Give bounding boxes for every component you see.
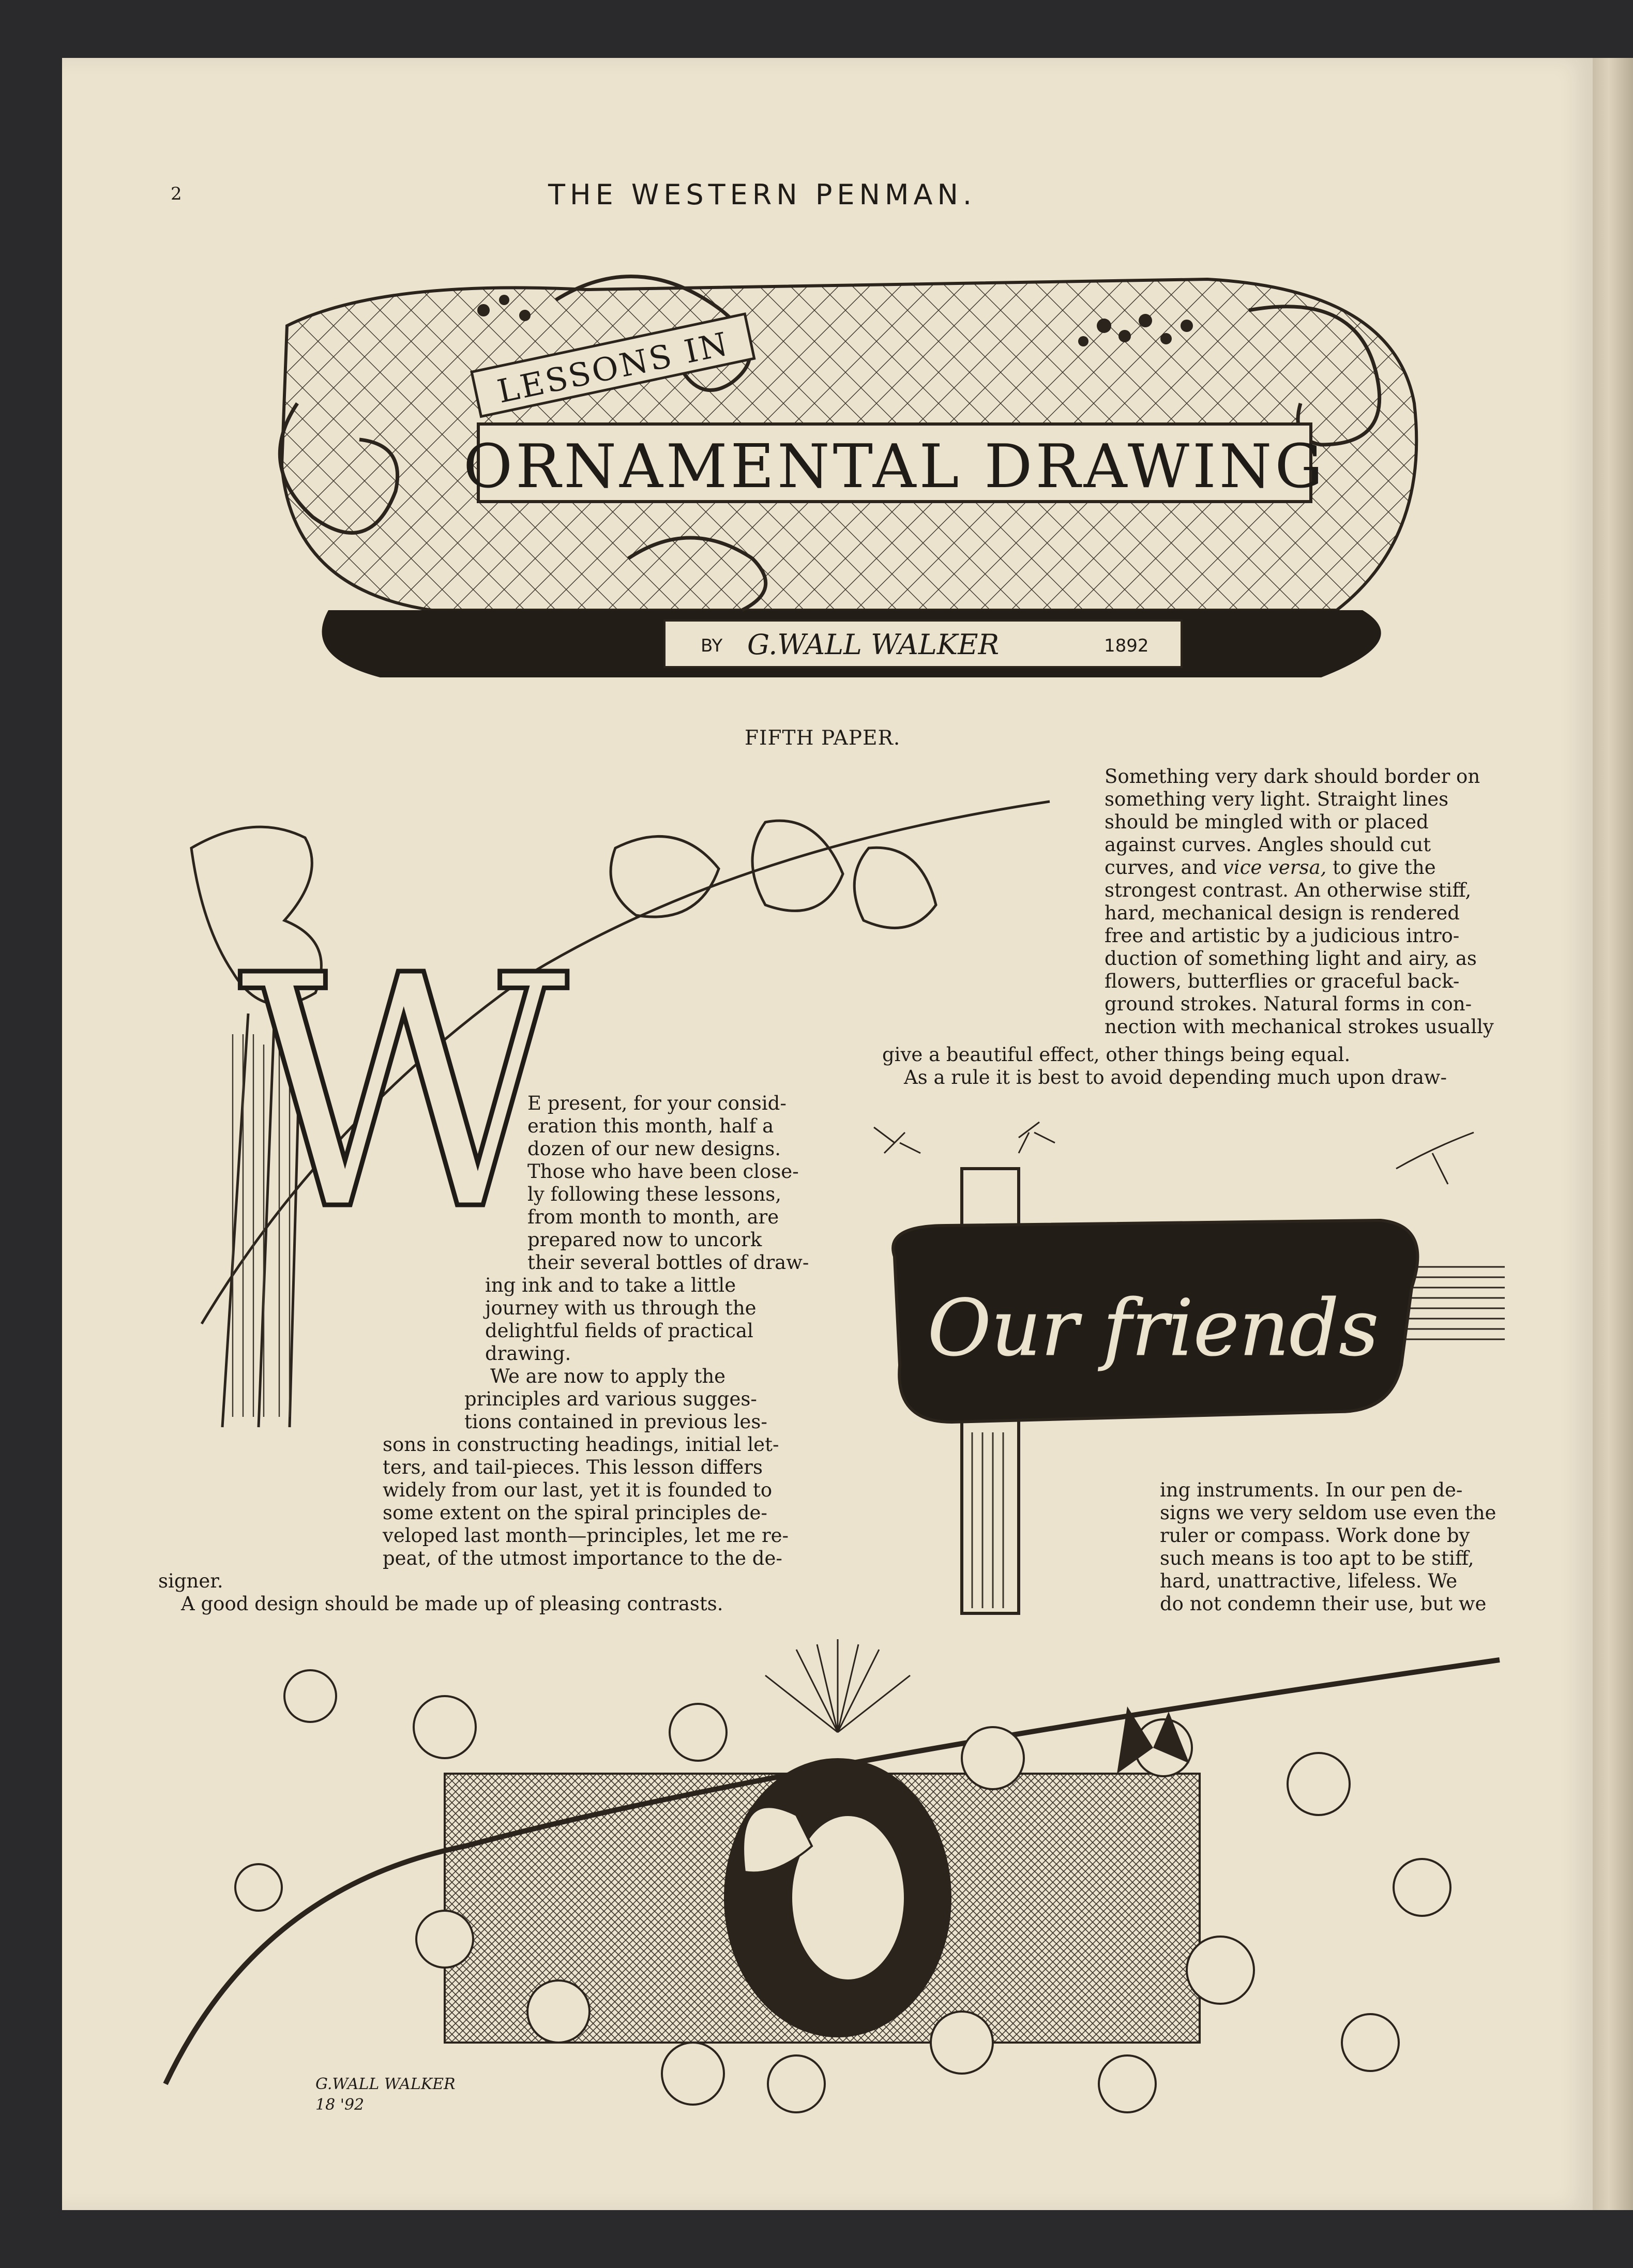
text-line: sons in constructing headings, initial let- [383,1433,779,1456]
text-line: their several bottles of draw- [527,1251,809,1274]
text-line: prepared now to uncork [527,1229,762,1251]
line-signer: signer. [158,1570,223,1592]
text-line: strongest contrast. An otherwise stiff, [1105,879,1472,901]
initial-letter-w [238,908,568,1281]
right-column-bottom [1160,1479,1515,1615]
text-line: veloped last month—principles, let me re- [383,1524,789,1547]
text-line: journey with us through the [485,1297,757,1319]
artist-signature-name: G.WALL WALKER [315,2075,456,2093]
text-line: something very light. Straight lines [1105,788,1449,810]
wide-line-2: As a rule it is best to avoid depending much upon draw- [904,1066,1447,1088]
next-page-edge [1593,58,1633,2210]
text-line: nection with mechanical strokes usually [1105,1016,1494,1038]
text-line: ruler or compass. Work done by [1160,1524,1470,1547]
friends-lettering: Our friends [927,1283,1379,1373]
text-line: ly following these lessons, [527,1183,781,1205]
text-line: signs we very seldom use even the [1160,1502,1496,1524]
text-line: ing instruments. In our pen de- [1160,1479,1463,1501]
text-line: delightful fields of practical [485,1320,753,1342]
text-line: drawing. [485,1342,571,1365]
paper-label: FIFTH PAPER. [745,727,901,750]
text-line: should be mingled with or placed [1105,811,1429,833]
text-line: principles ard various sugges- [464,1388,757,1410]
left-column-block-a [527,1092,825,1274]
text-line: free and artistic by a judicious intro- [1105,925,1460,947]
italic-phrase: vice versa, [1222,856,1327,879]
text-line: hard, unattractive, lifeless. We [1160,1570,1458,1592]
artist-signature-date: 18 '92 [315,2096,365,2114]
text-line: hard, mechanical design is rendered [1105,902,1460,924]
post-hatching [972,1432,1003,1608]
text-line: curves, and vice versa, to give the [1105,856,1436,879]
byline-name: G.WALL WALKER [747,628,1000,661]
text-line: ters, and tail-pieces. This lesson differs [383,1456,763,1478]
initial-letter-glyph: W [238,908,568,1281]
text-line: ing ink and to take a little [485,1274,736,1296]
text-line: some extent on the spiral principles de- [383,1502,767,1524]
text-line: widely from our last, yet it is founded to [383,1479,773,1501]
text-line: peat, of the utmost importance to the de- [383,1547,782,1569]
text-line: against curves. Angles should cut [1105,834,1431,856]
byline-by: BY [701,636,723,656]
line-good-design: A good design should be made up of pleasing contrasts. [181,1593,723,1615]
text-line: eration this month, half a [527,1115,774,1137]
text-line: dozen of our new designs. [527,1138,781,1160]
text-line: We are now to apply the [490,1365,726,1387]
wide-line-1: give a beautiful effect, other things being equal. [882,1044,1351,1066]
text-line: E present, for your consid- [527,1092,787,1114]
left-column-block-b [485,1274,825,1365]
blossom-cherub-illustration [155,1629,1520,2146]
text-line: tions contained in previous les- [464,1411,767,1433]
text-line: ground strokes. Natural forms in con- [1105,993,1472,1015]
header-banner-text: LESSONS IN [494,324,733,411]
text-line: duction of something light and airy, as [1105,947,1477,970]
text-line: from month to month, are [527,1206,779,1228]
text-line: flowers, butterflies or graceful back- [1105,970,1460,992]
header-illustration [225,248,1476,714]
running-head: THE WESTERN PENMAN. [548,178,977,211]
text-line: Something very dark should border on [1105,765,1480,788]
text-line: do not condemn their use, but we [1160,1593,1487,1615]
byline-year: 1892 [1104,636,1149,656]
text-line: such means is too apt to be stiff, [1160,1547,1474,1569]
text-line: Those who have been close- [527,1160,799,1183]
right-column-top [1105,765,1515,1038]
page-number: 2 [171,184,182,204]
header-title: ORNAMENTAL DRAWING [463,432,1326,502]
left-column-block-c [464,1365,825,1433]
left-column-block-d [383,1433,825,1570]
